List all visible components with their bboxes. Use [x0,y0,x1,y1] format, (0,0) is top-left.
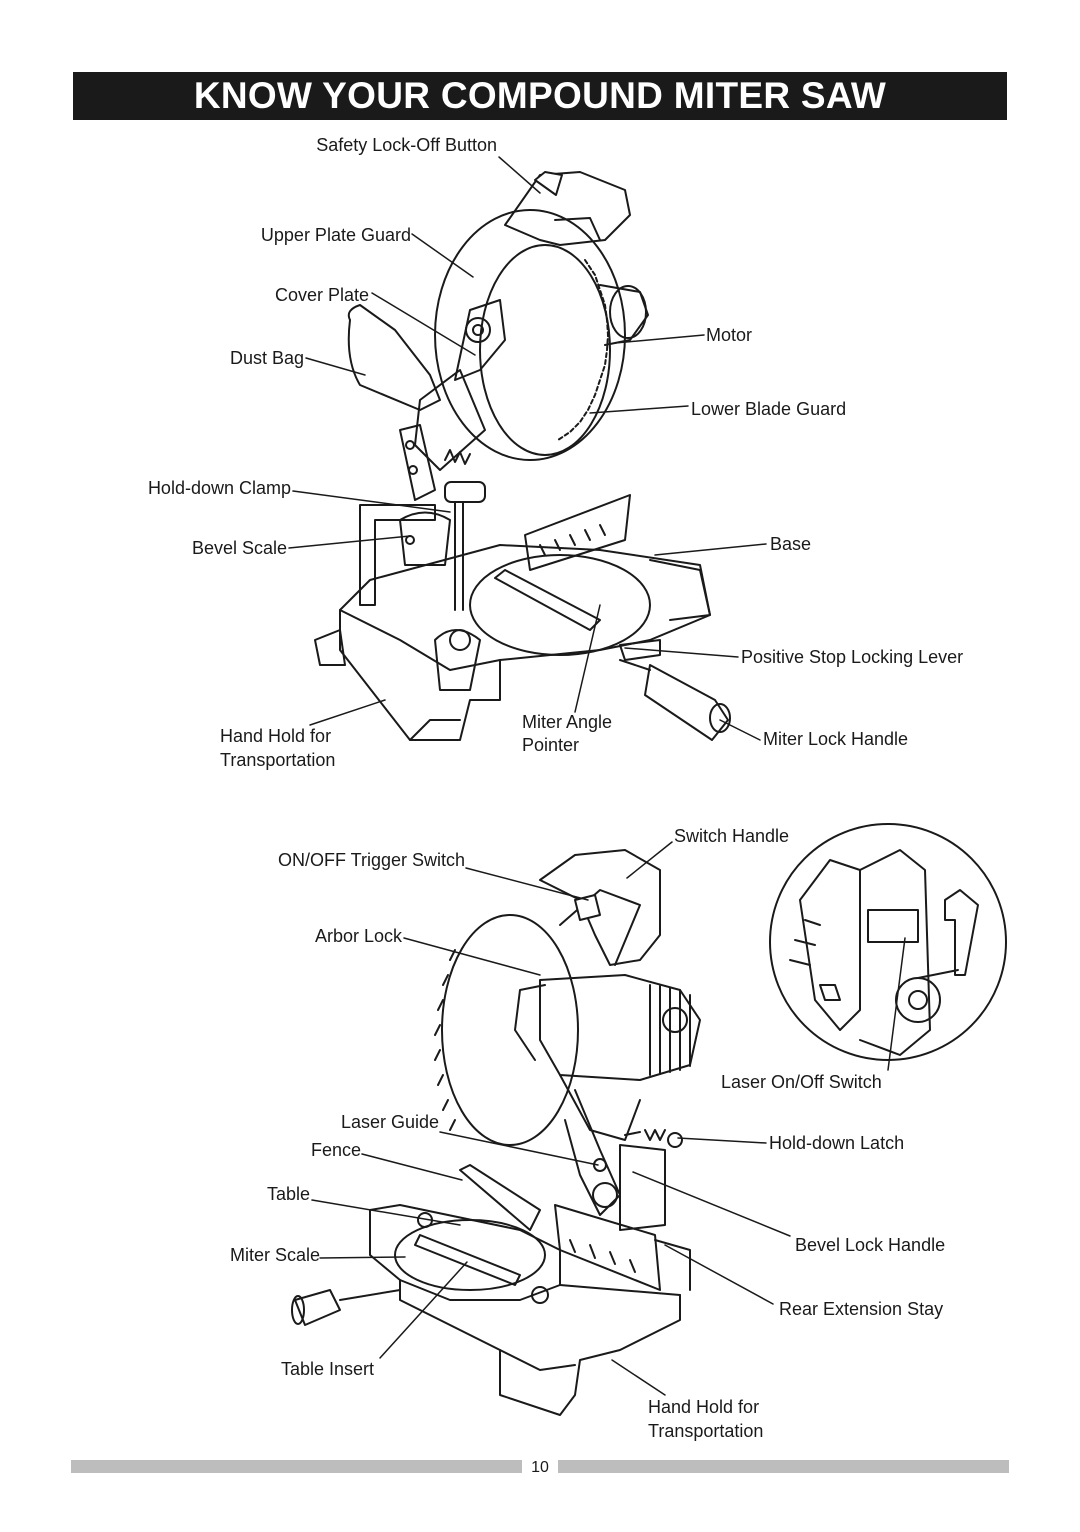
label-motor: Motor [706,325,753,345]
label-miter-angle-line2: Pointer [522,735,580,755]
label-hand-hold-bottom-line1: Hand Hold for [648,1397,760,1417]
footer-bar-left [71,1460,522,1473]
footer-bar-right [558,1460,1009,1473]
label-positive-stop-locking-lever: Positive Stop Locking Lever [741,647,964,667]
label-on-off-trigger-switch: ON/OFF Trigger Switch [277,850,465,870]
label-switch-handle: Switch Handle [674,826,790,846]
laser-switch-detail [770,824,1006,1060]
label-safety-lock-off-button: Safety Lock-Off Button [316,135,497,155]
label-laser-on-off-switch: Laser On/Off Switch [721,1072,882,1092]
page-number: 10 [531,1459,549,1476]
page-title: KNOW YOUR COMPOUND MITER SAW [193,75,887,116]
label-lower-blade-guard: Lower Blade Guard [691,399,847,419]
label-hold-down-clamp: Hold-down Clamp [147,478,291,498]
label-upper-plate-guard: Upper Plate Guard [260,225,411,245]
label-miter-angle-line1: Miter Angle [522,712,613,732]
label-table: Table [266,1184,310,1204]
top-saw-illustration [315,172,730,740]
label-base: Base [770,534,812,554]
label-cover-plate: Cover Plate [274,285,369,305]
label-hand-hold-bottom-line2: Transportation [648,1421,764,1441]
label-rear-extension-stay: Rear Extension Stay [779,1299,944,1319]
label-hold-down-latch: Hold-down Latch [769,1133,905,1153]
label-laser-guide: Laser Guide [340,1112,439,1132]
label-arbor-lock: Arbor Lock [314,926,402,946]
label-fence: Fence [310,1140,361,1160]
label-table-insert: Table Insert [281,1359,375,1379]
label-hand-hold-top-line1: Hand Hold for [220,726,332,746]
label-hand-hold-top-line2: Transportation [220,750,336,770]
label-miter-scale: Miter Scale [229,1245,320,1265]
label-bevel-lock-handle: Bevel Lock Handle [795,1235,946,1255]
label-miter-lock-handle: Miter Lock Handle [763,729,909,749]
label-dust-bag: Dust Bag [229,348,304,368]
label-bevel-scale: Bevel Scale [191,538,287,558]
